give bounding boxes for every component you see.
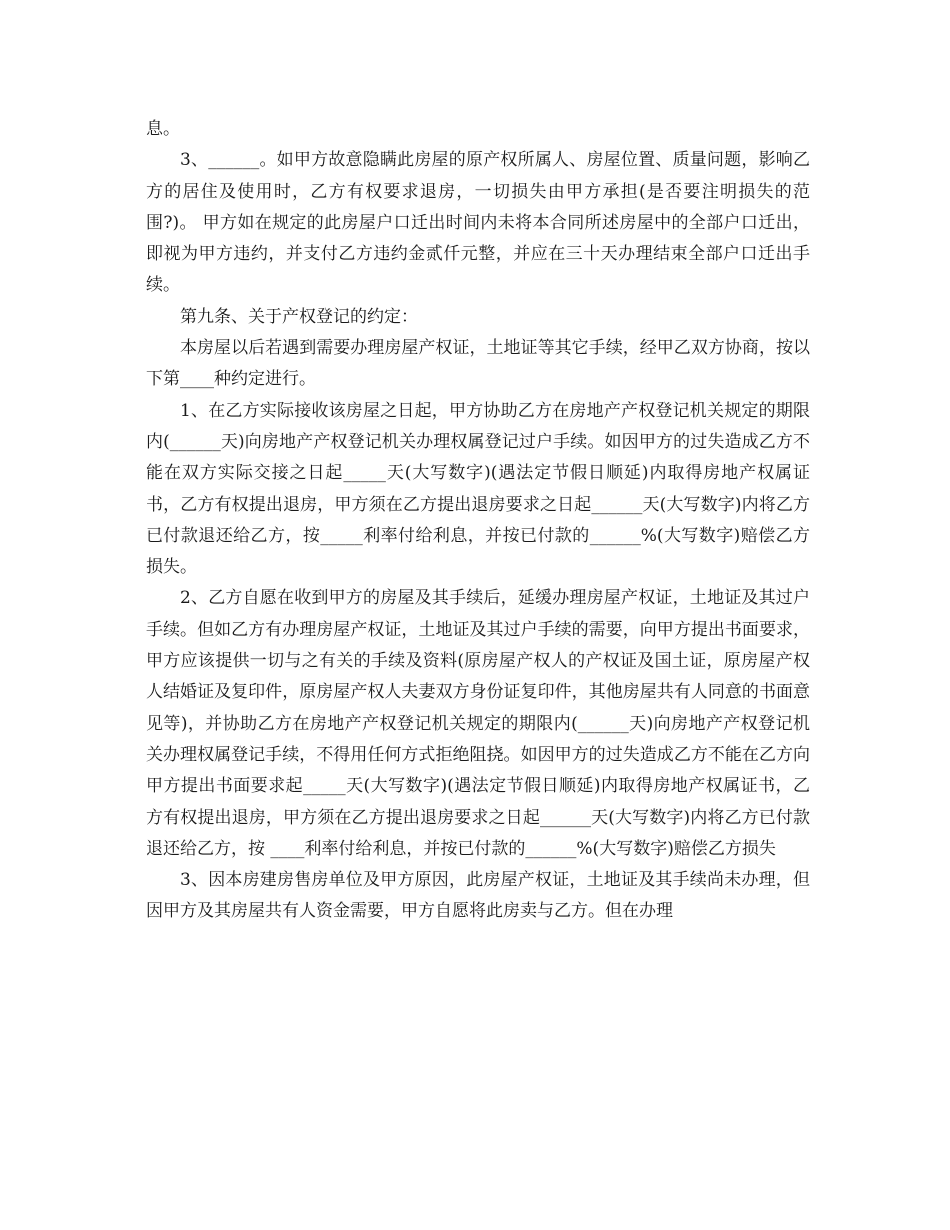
paragraph-option-2: 2、乙方自愿在收到甲方的房屋及其手续后，延缓办理房屋产权证，土地证及其过户手续。但如乙方有办理房屋产权证，土地证及其过户手续的需要，向甲方提出书面要求，甲方应该提供一切与之有关的手续及资料(原房屋产权人的产权证及国土证，原房屋产权人结婚证及复印件，原房屋产权人夫妻双方身份证复印件，其他房屋共有人同意的书面意见等)，并协助乙方在房地产产权登记机关规定的期限内(______天)向房地产产权登记机关办理权属登记手续，不得用任何方式拒绝阻挠。如因甲方的过失造成乙方不能在乙方向甲方提出书面要求起_____天(大写数字)(遇法定节假日顺延)内取得房地产权属证书，乙方有权提出退房，甲方须在乙方提出退房要求之日起______天(大写数字)内将乙方已付款退还给乙方，按 ____利率付给利息，并按已付款的______%(大写数字)赔偿乙方损失 [146,588,810,859]
paragraph-option-3: 3、因本房建房售房单位及甲方原因，此房屋产权证，土地证及其手续尚未办理，但因甲方及其房屋共有人资金需要，甲方自愿将此房卖与乙方。但在办理 [146,870,810,922]
section-heading-article-9: 第九条、关于产权登记的约定： [180,306,418,327]
document-body [146,114,810,928]
paragraph-option-1: 1、在乙方实际接收该房屋之日起，甲方协助乙方在房地产产权登记机关规定的期限内(______天)向房地产产权登记机关办理权属登记过户手续。如因甲方的过失造成乙方不能在双方实际交接之日起_____天(大写数字)(遇法定节假日顺延)内取得房地产权属证书，乙方有权提出退房，甲方须在乙方提出退房要求之日起______天(大写数字)内将乙方已付款退还给乙方，按_____利率付给利息，并按已付款的______%(大写数字)赔偿乙方损失。 [146,400,810,578]
paragraph-clause-3-breach: 3、______。如甲方故意隐瞒此房屋的原产权所属人、房屋位置、质量问题，影响乙方的居住及使用时，乙方有权要求退房，一切损失由甲方承担(是否要注明损失的范围?)。 甲方如在规定的此房屋户口迁出时间内未将本合同所述房屋中的全部户口迁出，即视为甲方违约，并支付乙方违约金贰仟元整，并应在三十天办理结束全部户口迁出手续。 [146,150,810,296]
paragraph-continuation: 息。 [146,119,180,139]
paragraph-registration-intro: 本房屋以后若遇到需要办理房屋产权证，土地证等其它手续，经甲乙双方协商，按以下第____种约定进行。 [146,338,810,390]
